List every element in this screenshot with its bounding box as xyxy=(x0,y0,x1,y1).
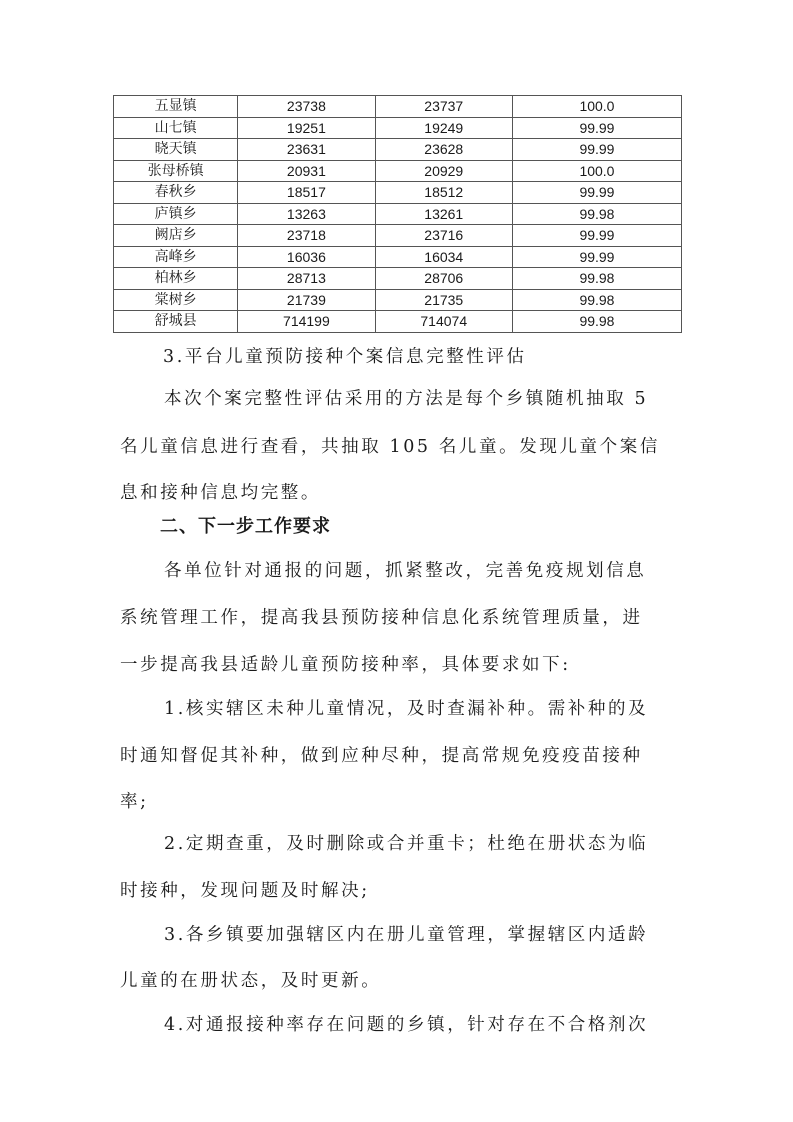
table-row xyxy=(114,139,682,161)
section-next-heading: 二、下一步工作要求 xyxy=(160,516,331,537)
registered-count-cell: 19251 xyxy=(238,117,375,139)
table-row xyxy=(114,225,682,247)
registered-count-cell: 21739 xyxy=(238,289,375,311)
township-cell: 五显镇 xyxy=(114,96,238,118)
item-1-line-1: 1.核实辖区未种儿童情况，及时查漏补种。需补种的及 xyxy=(164,699,649,719)
vaccinated-count-cell: 19249 xyxy=(375,117,512,139)
item-2-line-2: 时接种，发现问题及时解决; xyxy=(120,881,370,901)
rate-cell: 99.98 xyxy=(512,311,681,333)
vaccinated-count-cell: 20929 xyxy=(375,160,512,182)
township-cell: 张母桥镇 xyxy=(114,160,238,182)
registered-count-cell: 18517 xyxy=(238,182,375,204)
vaccinated-count-cell: 16034 xyxy=(375,246,512,268)
section-3-line-3: 息和接种信息均完整。 xyxy=(120,483,321,503)
township-cell: 庐镇乡 xyxy=(114,203,238,225)
vaccinated-count-cell: 23628 xyxy=(375,139,512,161)
rate-cell: 99.99 xyxy=(512,139,681,161)
rate-cell: 99.99 xyxy=(512,182,681,204)
intro-line-2: 系统管理工作，提高我县预防接种信息化系统管理质量，进 xyxy=(120,608,643,628)
item-3-line-2: 儿童的在册状态，及时更新。 xyxy=(120,971,382,991)
intro-line-3: 一步提高我县适龄儿童预防接种率，具体要求如下: xyxy=(120,655,571,675)
registered-count-cell: 23738 xyxy=(238,96,375,118)
registered-count-cell: 16036 xyxy=(238,246,375,268)
vaccinated-count-cell: 23716 xyxy=(375,225,512,247)
intro-line-1: 各单位针对通报的问题，抓紧整改，完善免疫规划信息 xyxy=(164,561,647,581)
table-row xyxy=(114,182,682,204)
section-3-line-2: 名儿童信息进行查看，共抽取 105 名儿童。发现儿童个案信 xyxy=(120,437,660,457)
item-2-line-1: 2.定期查重，及时删除或合并重卡；杜绝在册状态为临 xyxy=(164,834,649,854)
vaccinated-count-cell: 13261 xyxy=(375,203,512,225)
registered-count-cell: 714199 xyxy=(238,311,375,333)
vaccinated-count-cell: 21735 xyxy=(375,289,512,311)
vaccinated-count-cell: 23737 xyxy=(375,96,512,118)
township-vaccination-table xyxy=(113,95,682,333)
section-3-line-1: 本次个案完整性评估采用的方法是每个乡镇随机抽取 5 xyxy=(164,389,649,409)
section-3-title: 3.平台儿童预防接种个案信息完整性评估 xyxy=(163,347,527,367)
township-cell: 柏林乡 xyxy=(114,268,238,290)
table-row xyxy=(114,246,682,268)
table-row xyxy=(114,117,682,139)
township-cell: 阙店乡 xyxy=(114,225,238,247)
vaccinated-count-cell: 28706 xyxy=(375,268,512,290)
vaccinated-count-cell: 18512 xyxy=(375,182,512,204)
table-row xyxy=(114,311,682,333)
registered-count-cell: 20931 xyxy=(238,160,375,182)
table-row xyxy=(114,268,682,290)
township-cell: 高峰乡 xyxy=(114,246,238,268)
item-3-line-1: 3.各乡镇要加强辖区内在册儿童管理，掌握辖区内适龄 xyxy=(164,925,649,945)
table-row xyxy=(114,203,682,225)
rate-cell: 99.98 xyxy=(512,268,681,290)
registered-count-cell: 23631 xyxy=(238,139,375,161)
rate-cell: 99.98 xyxy=(512,203,681,225)
table-row xyxy=(114,96,682,118)
rate-cell: 100.0 xyxy=(512,96,681,118)
township-cell: 春秋乡 xyxy=(114,182,238,204)
township-cell: 晓天镇 xyxy=(114,139,238,161)
vaccinated-count-cell: 714074 xyxy=(375,311,512,333)
rate-cell: 100.0 xyxy=(512,160,681,182)
item-1-line-2: 时通知督促其补种，做到应种尽种，提高常规免疫疫苗接种 xyxy=(120,746,643,766)
registered-count-cell: 28713 xyxy=(238,268,375,290)
township-cell: 棠树乡 xyxy=(114,289,238,311)
township-cell: 山七镇 xyxy=(114,117,238,139)
rate-cell: 99.98 xyxy=(512,289,681,311)
rate-cell: 99.99 xyxy=(512,225,681,247)
registered-count-cell: 23718 xyxy=(238,225,375,247)
item-1-line-3: 率; xyxy=(120,792,149,812)
rate-cell: 99.99 xyxy=(512,246,681,268)
township-cell: 舒城县 xyxy=(114,311,238,333)
table-row xyxy=(114,160,682,182)
rate-cell: 99.99 xyxy=(512,117,681,139)
item-4-line-1: 4.对通报接种率存在问题的乡镇，针对存在不合格剂次 xyxy=(164,1015,649,1035)
registered-count-cell: 13263 xyxy=(238,203,375,225)
table-row xyxy=(114,289,682,311)
